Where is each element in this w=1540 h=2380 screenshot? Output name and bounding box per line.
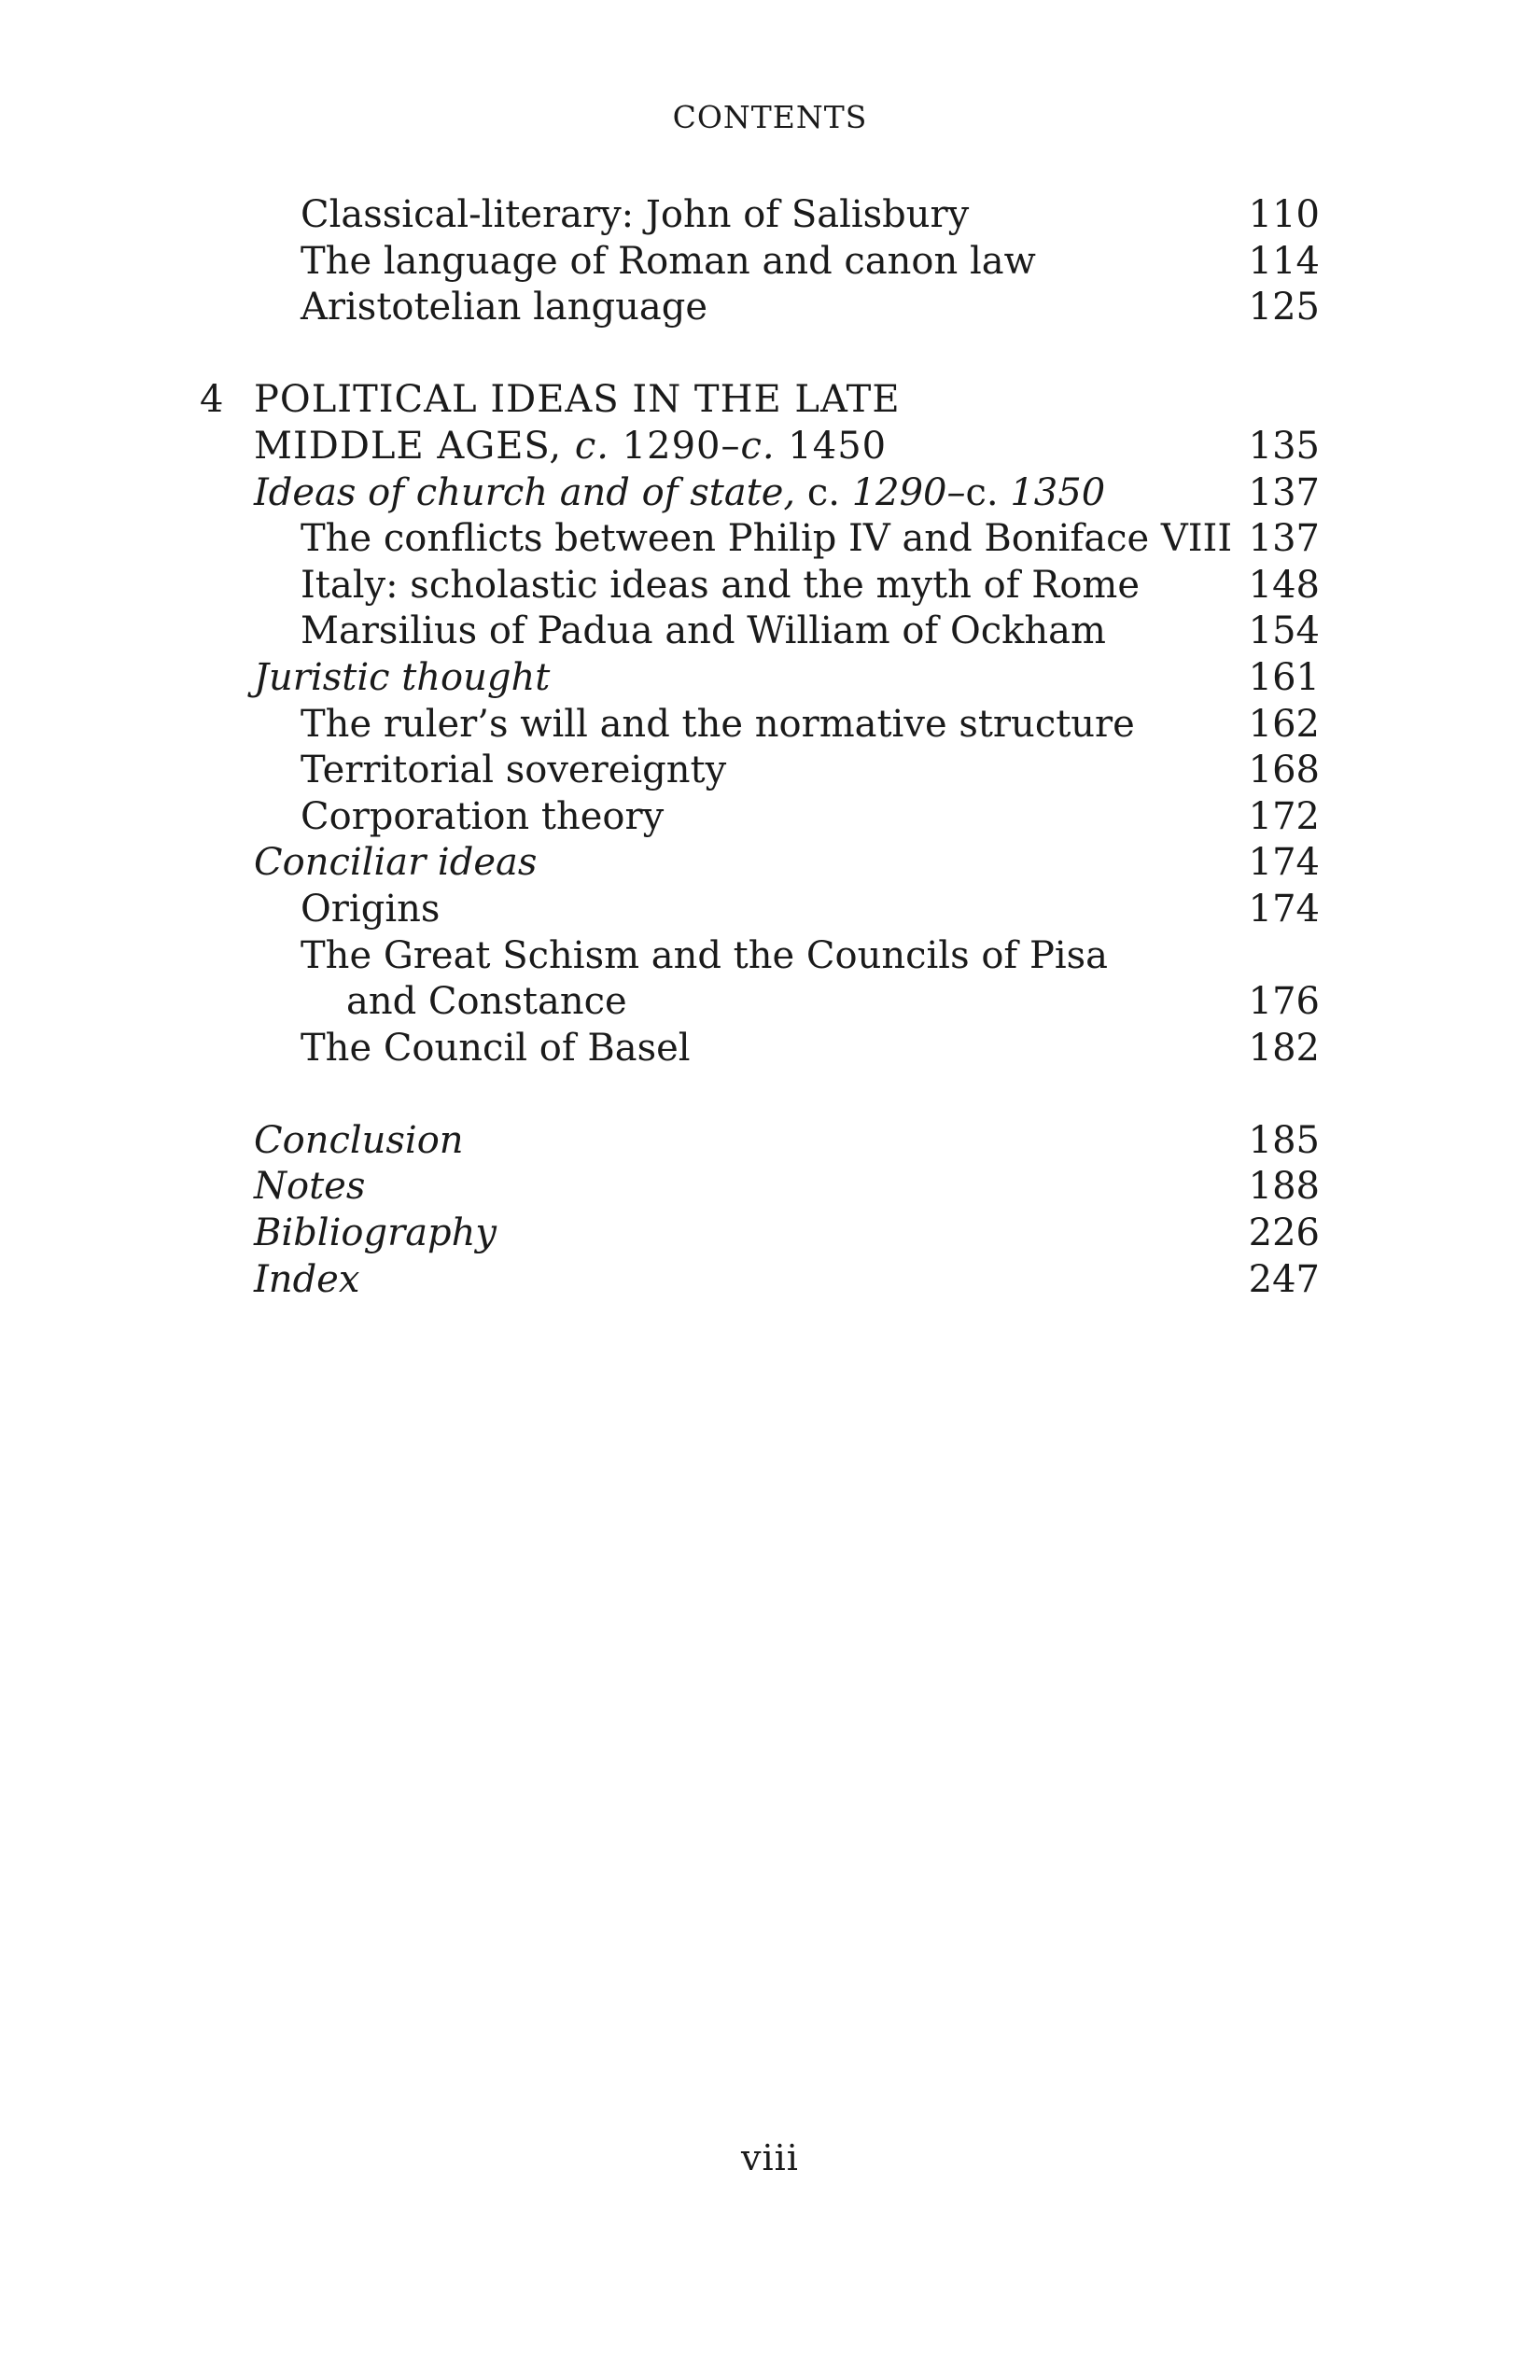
toc-entry-title: The language of Roman and canon law: [301, 239, 1036, 283]
section-entry-church-state[interactable]: [200, 470, 1320, 517]
toc-entry-page: 137: [1248, 517, 1320, 561]
spacer: [200, 1071, 1320, 1118]
toc-entry[interactable]: [200, 794, 1320, 841]
section-page: 174: [1248, 841, 1320, 885]
toc-entry[interactable]: [200, 192, 1320, 239]
toc-entry[interactable]: [200, 609, 1320, 655]
toc-entry-page: 110: [1248, 193, 1320, 236]
toc-entry-title: Aristotelian language: [301, 286, 708, 329]
back-matter-entry[interactable]: [200, 1118, 1320, 1165]
toc-entry-title: The ruler’s will and the normative structure: [301, 702, 1135, 746]
section-page: 161: [1248, 655, 1320, 699]
chapter-title-line1: POLITICAL IDEAS IN THE LATE: [254, 378, 901, 422]
back-matter-title: Index: [254, 1257, 360, 1301]
toc-entry[interactable]: [200, 285, 1320, 331]
toc-entry[interactable]: [200, 516, 1320, 563]
back-matter-page: 188: [1248, 1165, 1320, 1209]
toc-entry-page: 168: [1248, 749, 1320, 792]
toc-entry[interactable]: [200, 1026, 1320, 1072]
chapter-heading-line1[interactable]: [200, 377, 1320, 424]
toc-entry-line1[interactable]: [200, 933, 1320, 980]
spacer: [200, 331, 1320, 378]
back-matter-page: 247: [1248, 1257, 1320, 1301]
back-matter-entry[interactable]: [200, 1211, 1320, 1257]
back-matter-title: Bibliography: [254, 1211, 497, 1255]
toc-entry[interactable]: [200, 239, 1320, 286]
table-of-contents: [200, 192, 1320, 1303]
toc-entry-page: 154: [1248, 609, 1320, 653]
toc-entry-page: 174: [1248, 887, 1320, 931]
toc-entry[interactable]: [200, 563, 1320, 609]
toc-entry-title: Territorial sovereignty: [301, 749, 727, 792]
section-entry-conciliar[interactable]: [200, 840, 1320, 887]
toc-entry-page: 182: [1248, 1026, 1320, 1070]
toc-entry[interactable]: [200, 887, 1320, 933]
toc-entry-page: 148: [1248, 563, 1320, 607]
toc-entry-page: 176: [1248, 980, 1320, 1024]
toc-entry-page: 162: [1248, 702, 1320, 746]
toc-entry-title: Classical-literary: John of Salisbury: [301, 193, 970, 236]
toc-entry[interactable]: [200, 702, 1320, 749]
section-title: Juristic thought: [254, 655, 551, 699]
chapter-page: 135: [1248, 424, 1320, 468]
back-matter-entry[interactable]: [200, 1257, 1320, 1304]
toc-entry-title-continued: and Constance: [346, 980, 627, 1024]
toc-entry-title: Marsilius of Padua and William of Ockham: [301, 609, 1106, 653]
back-matter-page: 185: [1248, 1118, 1320, 1162]
running-head: CONTENTS: [672, 99, 868, 135]
toc-entry-title: The conflicts between Philip IV and Boniface VIII: [301, 517, 1233, 561]
section-title: Conciliar ideas: [254, 841, 538, 885]
toc-entry-page: 125: [1248, 286, 1320, 329]
toc-entry-line2[interactable]: [200, 979, 1320, 1026]
toc-entry-page: 114: [1248, 239, 1320, 283]
back-matter-page: 226: [1248, 1211, 1320, 1255]
chapter-heading-line2[interactable]: [200, 424, 1320, 470]
chapter-title-line2: MIDDLE AGES, c. 1290–c. 1450: [254, 424, 888, 468]
toc-entry-page: 172: [1248, 794, 1320, 838]
section-title: Ideas of church and of state, c. 1290–c. 1350: [254, 470, 1106, 514]
toc-entry[interactable]: [200, 748, 1320, 794]
toc-entry-title: Italy: scholastic ideas and the myth of Rome: [301, 563, 1141, 607]
toc-entry-title: The Great Schism and the Councils of Pisa: [301, 933, 1109, 977]
toc-entry-title: The Council of Basel: [301, 1026, 691, 1070]
section-entry-juristic[interactable]: [200, 655, 1320, 702]
back-matter-title: Notes: [254, 1165, 366, 1209]
toc-entry-title: Origins: [301, 887, 441, 931]
section-page: 137: [1248, 470, 1320, 514]
back-matter-title: Conclusion: [254, 1118, 464, 1162]
back-matter-entry[interactable]: [200, 1164, 1320, 1211]
chapter-number: 4: [200, 378, 224, 422]
toc-entry-title: Corporation theory: [301, 794, 665, 838]
page-number: viii: [741, 2137, 799, 2178]
